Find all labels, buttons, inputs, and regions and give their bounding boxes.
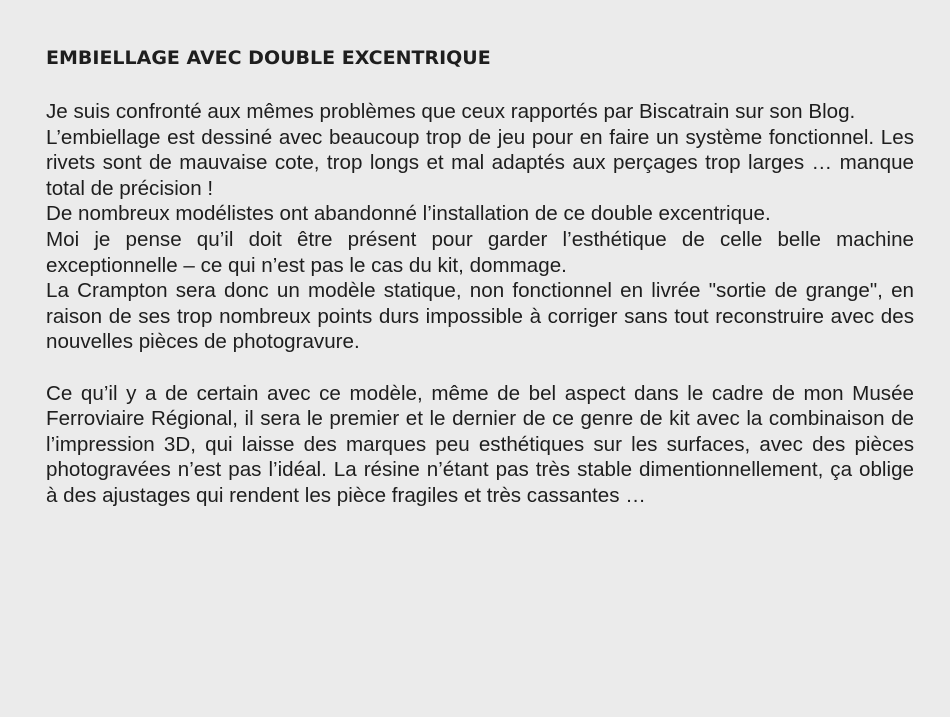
paragraph-3: De nombreux modélistes ont abandonné l’installation de ce double excentrique. <box>46 202 771 226</box>
paragraph-gap <box>46 355 914 381</box>
paragraph-1: Je suis confronté aux mêmes problèmes que ceux rapportés par Biscatrain sur son Blog. <box>46 100 856 123</box>
paragraph-2: L’embiellage est dessiné avec beaucoup trop de jeu pour en faire un système fonctionnel. Les rivets sont de mauvaise cote, trop longs et mal adaptés aux perçages trop larges … manque total de précision ! <box>46 125 914 200</box>
paragraph-4: Moi je pense qu’il doit être présent pour garder l’esthétique de celle belle machine exceptionnelle – ce qui n’est pas le cas du kit, dommage. <box>46 227 914 277</box>
article-heading: EMBIELLAGE AVEC DOUBLE EXCENTRIQUE <box>46 47 491 69</box>
paragraph-6: Ce qu’il y a de certain avec ce modèle, même de bel aspect dans le cadre de mon Musée Ferroviaire Régional, il sera le premier et le dernier de ce genre de kit avec la combinaison de l’impression 3D, qui laisse des marques peu esthétiques sur les surfaces, avec des pièces photogravées n’est pas l’idéal. La résine n’étant pas très stable dimentionnellement, ça oblige à des ajustages qui rendent les pièce fragiles et très cassantes … <box>46 381 914 507</box>
paragraph-5: La Crampton sera donc un modèle statique, non fonctionnel en livrée "sortie de grange", en raison de ses trop nombreux points durs impossible à corriger sans tout reconstruire avec des nouvelles pièces de photogravure. <box>46 279 914 354</box>
